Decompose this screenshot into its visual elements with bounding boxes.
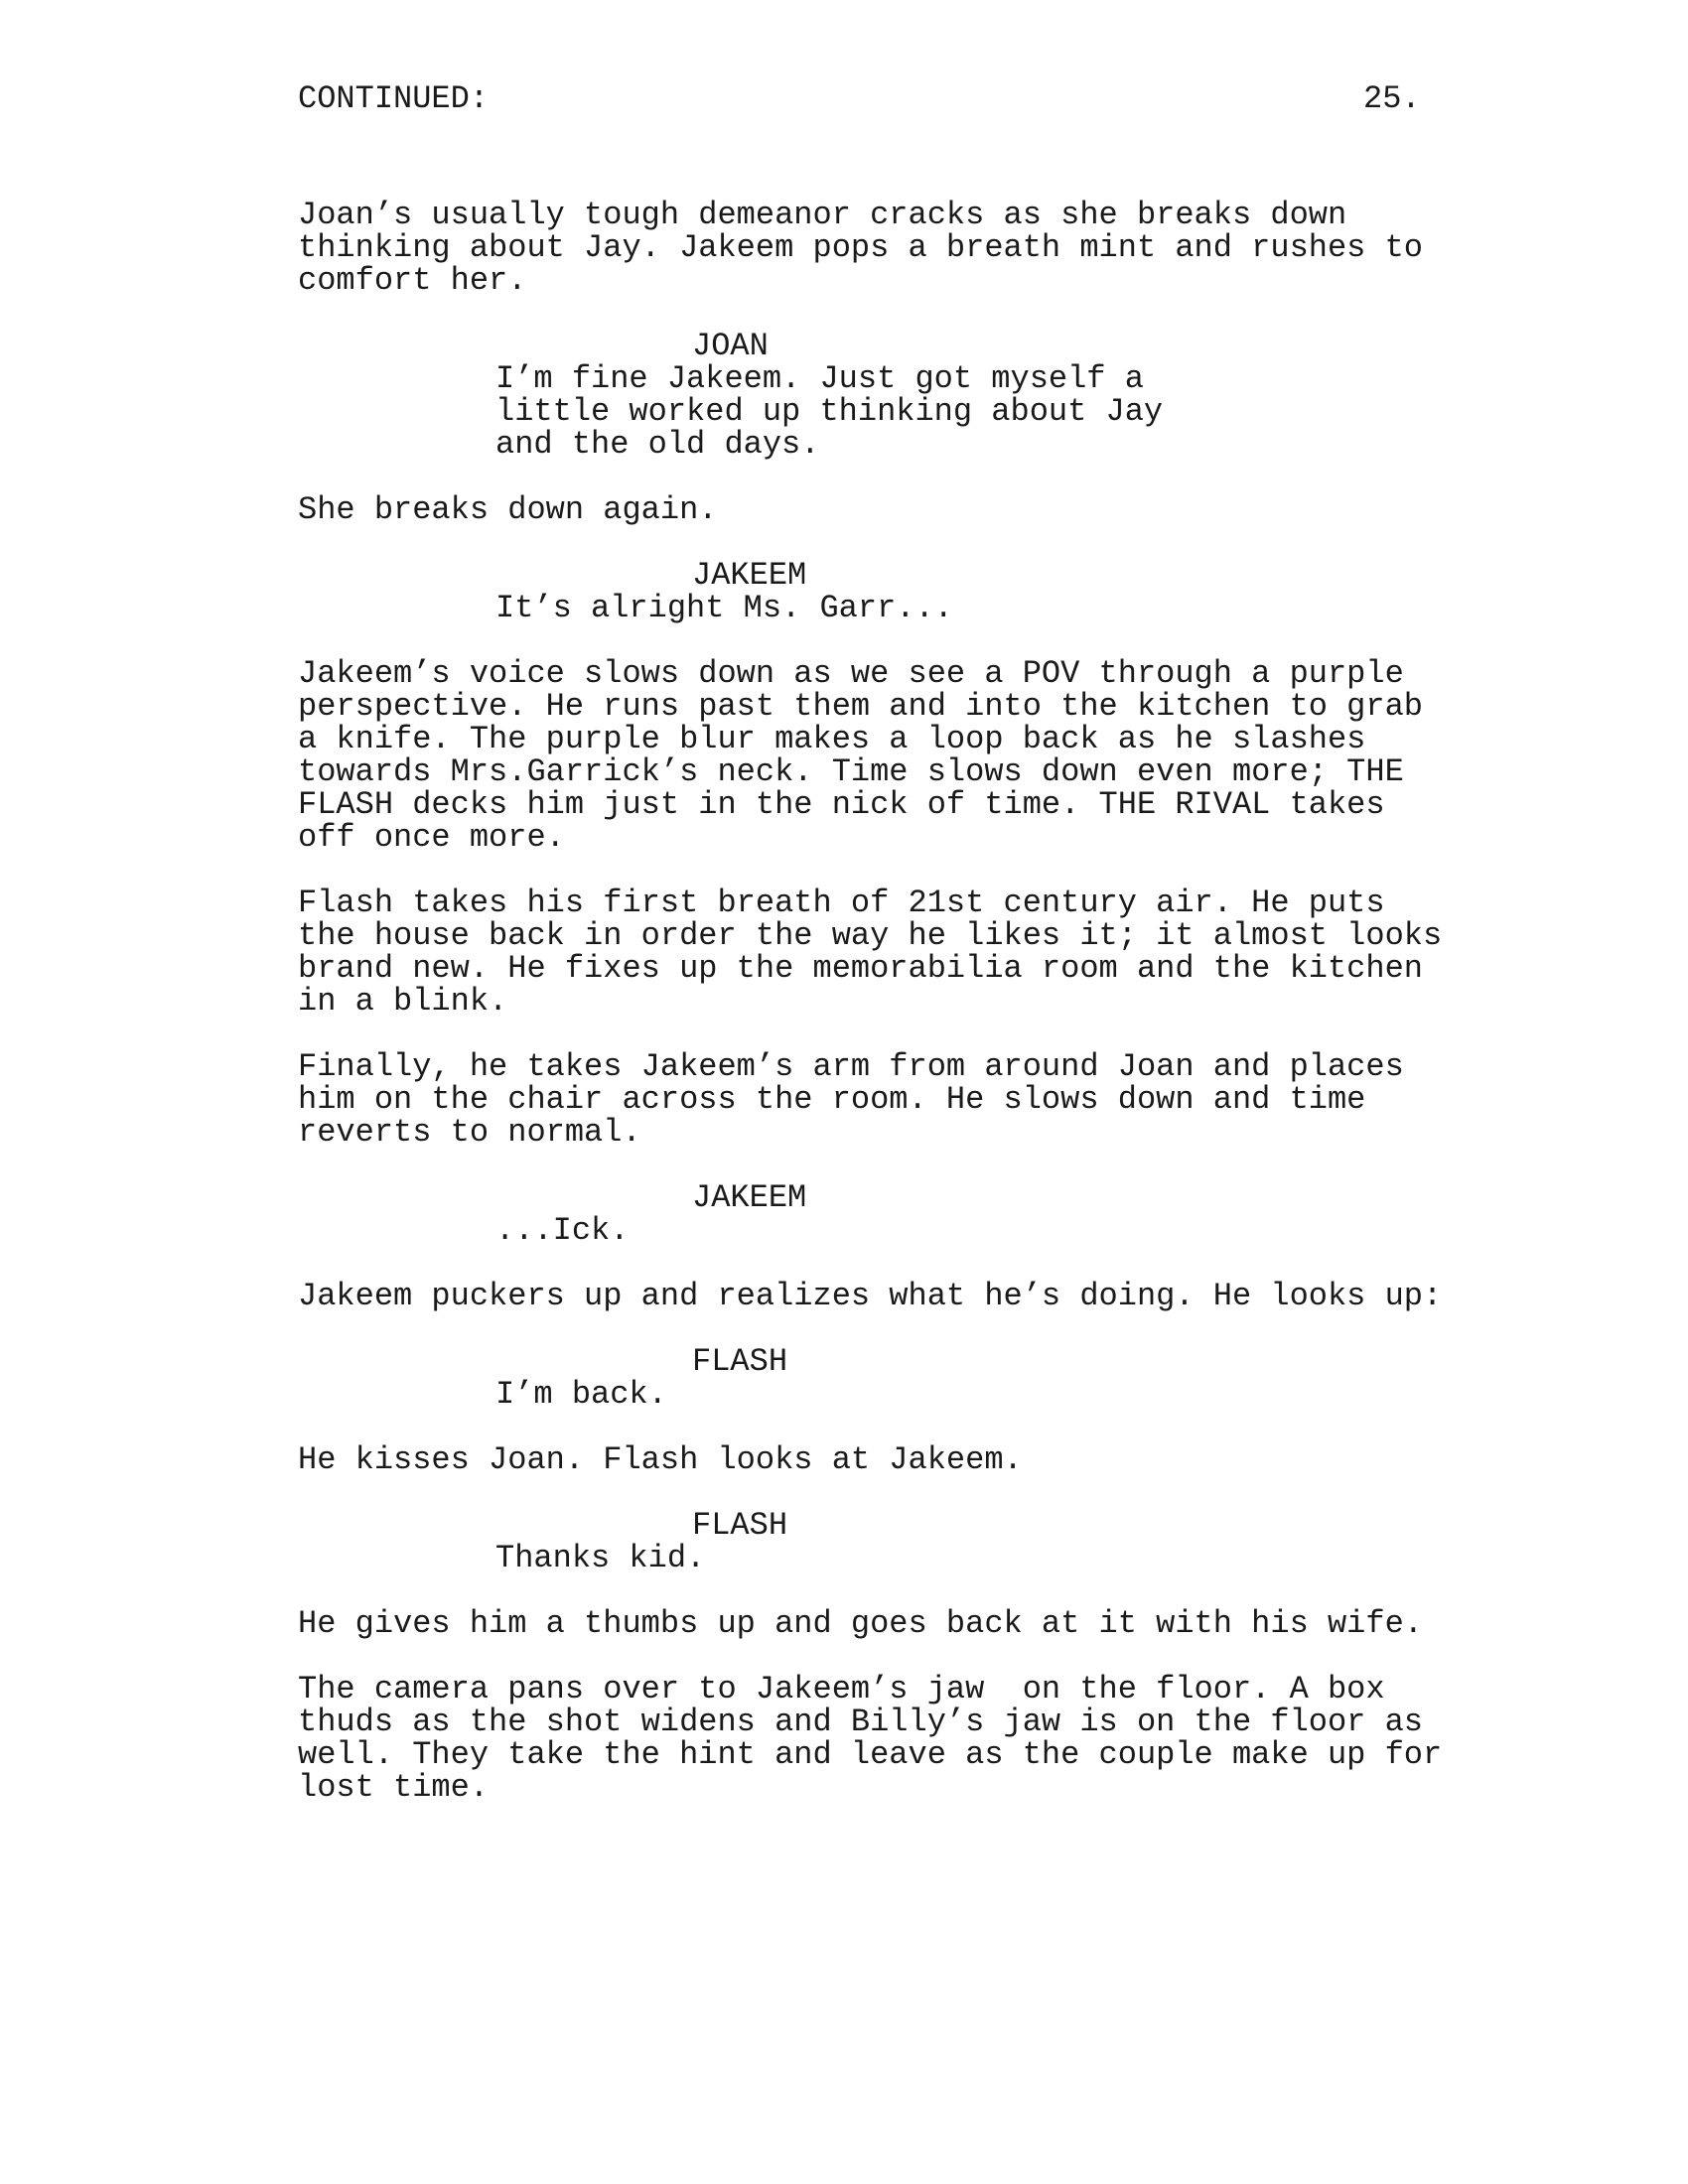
character-name: JOAN: [692, 328, 769, 364]
dialogue-block: I’m fine Jakeem. Just got myself a little worked up thinking about Jay and the old days.: [495, 360, 1164, 463]
dialogue-block: It’s alright Ms. Garr...: [495, 590, 953, 626]
page-number: 25.: [1363, 80, 1421, 117]
dialogue-block: ...Ick.: [495, 1212, 630, 1249]
continued-label: CONTINUED:: [298, 80, 490, 117]
action-block: Finally, he takes Jakeem’s arm from around Joan and places him on the chair across the room. He slows down and time reverts to normal.: [298, 1048, 1404, 1151]
action-block: Joan’s usually tough demeanor cracks as she breaks down thinking about Jay. Jakeem pops a breath mint and rushes to comfort her.: [298, 197, 1423, 299]
character-name: FLASH: [692, 1507, 788, 1544]
character-name: FLASH: [692, 1343, 788, 1380]
action-block: Jakeem’s voice slows down as we see a POV through a purple perspective. He runs past them and into the kitchen to grab a knife. The purple blur makes a loop back as he slashes towards Mrs.Garrick’s neck. Time slows down even more; THE FLASH decks him just in the nick of time. THE RIVAL takes off once more.: [298, 655, 1423, 856]
action-block: Jakeem puckers up and realizes what he’s doing. He looks up:: [298, 1278, 1443, 1314]
dialogue-block: I’m back.: [495, 1376, 667, 1413]
action-block: He gives him a thumbs up and goes back at it with his wife.: [298, 1605, 1423, 1642]
action-block: Flash takes his first breath of 21st century air. He puts the house back in order the way he likes it; it almost looks brand new. He fixes up the memorabilia room and the kitchen in a blink.: [298, 885, 1443, 1020]
action-block: She breaks down again.: [298, 491, 718, 528]
character-name: JAKEEM: [692, 1179, 807, 1216]
action-block: He kisses Joan. Flash looks at Jakeem.: [298, 1441, 1023, 1478]
action-block: The camera pans over to Jakeem’s jaw on the floor. A box thuds as the shot widens and Billy’s jaw is on the floor as well. They take the hint and leave as the couple make up for lost time.: [298, 1671, 1443, 1806]
character-name: JAKEEM: [692, 557, 807, 594]
dialogue-block: Thanks kid.: [495, 1540, 706, 1576]
